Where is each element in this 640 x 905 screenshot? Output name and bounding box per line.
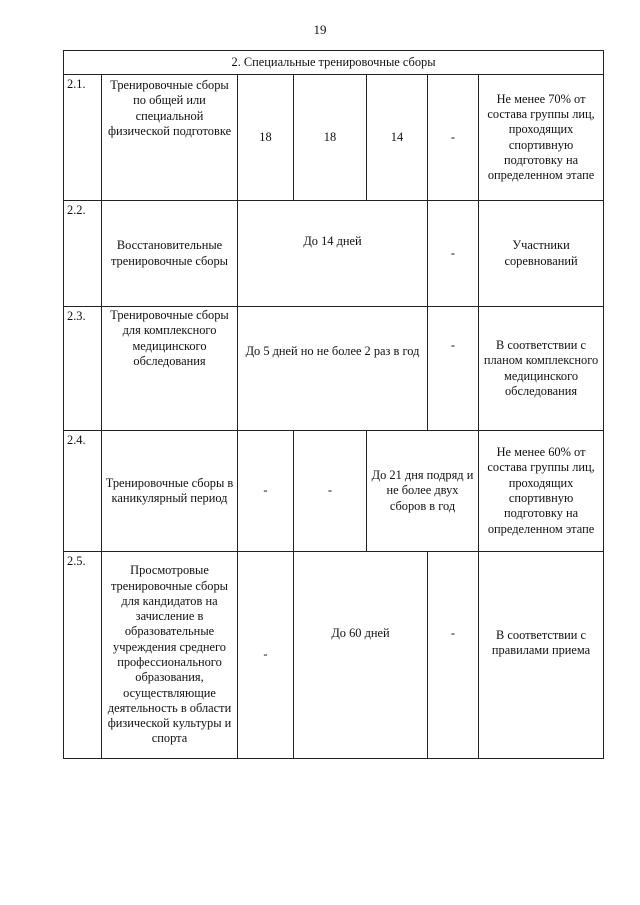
note-cell: Не менее 60% от состава группы лиц, проходящих спортивную подготовку на определенном этапе xyxy=(479,431,604,552)
table-row xyxy=(64,552,604,759)
cell-value: - xyxy=(238,431,294,552)
cell-value: - xyxy=(428,307,479,431)
cell-value: - xyxy=(238,552,294,759)
table-row xyxy=(64,75,604,201)
row-number: 2.5. xyxy=(64,552,102,759)
cell-value: - xyxy=(428,75,479,201)
table-row xyxy=(64,431,604,552)
cell-value: - xyxy=(294,431,367,552)
camp-name: Тренировочные сборы в каникулярный период xyxy=(102,431,238,552)
note-cell: Не менее 70% от состава группы лиц, проходящих спортивную подготовку на определенном этапе xyxy=(479,75,604,201)
cell-value: - xyxy=(428,201,479,307)
table-row xyxy=(64,307,604,431)
section-header: 2. Специальные тренировочные сборы xyxy=(64,51,604,75)
camp-name: Тренировочные сборы для комплексного медицинского обследования xyxy=(102,307,238,431)
note-cell: Участники соревнований xyxy=(479,201,604,307)
cell-value: 14 xyxy=(367,75,428,201)
merged-duration: До 21 дня подряд и не более двух сборов в год xyxy=(367,431,479,552)
cell-value: 18 xyxy=(238,75,294,201)
note-cell: В соответствии с правилами приема xyxy=(479,552,604,759)
merged-duration: До 5 дней но не более 2 раз в год xyxy=(238,307,428,431)
training-camps-table xyxy=(63,50,604,759)
camp-name: Восстановительные тренировочные сборы xyxy=(102,201,238,307)
camp-name: Просмотровые тренировочные сборы для кандидатов на зачисление в образовательные учреждения среднего профессионального образования, осуществляющие деятельность в области физической культуры и спорта xyxy=(102,552,238,759)
section-header-row xyxy=(64,51,604,75)
row-number: 2.1. xyxy=(64,75,102,201)
merged-duration: До 14 дней xyxy=(238,201,428,307)
row-number: 2.4. xyxy=(64,431,102,552)
note-cell: В соответствии с планом комплексного медицинского обследования xyxy=(479,307,604,431)
cell-value: - xyxy=(428,552,479,759)
cell-value: 18 xyxy=(294,75,367,201)
merged-duration: До 60 дней xyxy=(294,552,428,759)
row-number: 2.2. xyxy=(64,201,102,307)
table-row xyxy=(64,201,604,307)
row-number: 2.3. xyxy=(64,307,102,431)
camp-name: Тренировочные сборы по общей или специальной физической подготовке xyxy=(102,75,238,201)
page-number: 19 xyxy=(313,22,327,37)
